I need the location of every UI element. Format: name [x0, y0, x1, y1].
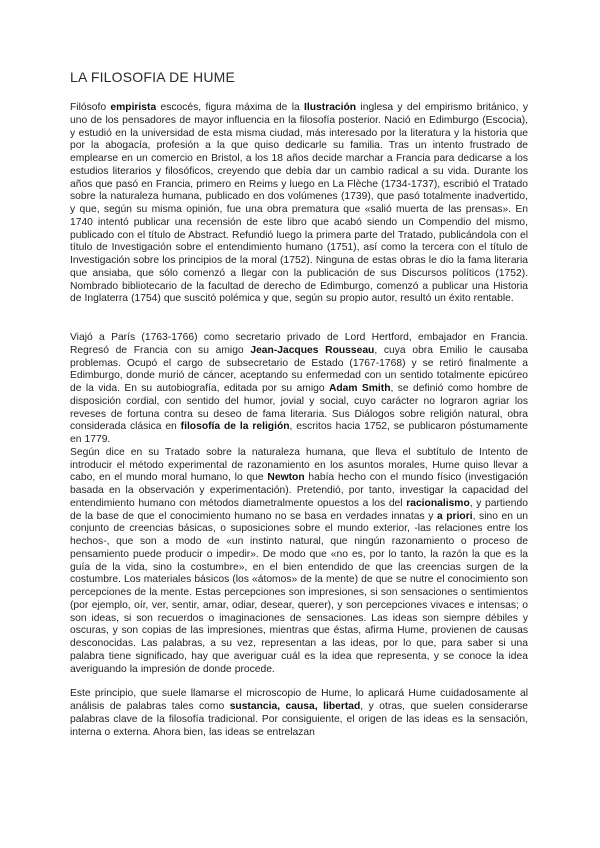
bold-term: sustancia, causa, libertad	[229, 701, 361, 712]
bold-term: Ilustración	[304, 102, 357, 113]
paragraph-biography-later: Viajó a París (1763-1766) como secretario privado de Lord Hertford, embajador en Francia. Regresó de Francia con su amigo Jean-Jacques Rousseau, cuya obra Emilio le causaba problemas. Ocupó el cargo de subsecretario de Estado (1767-1768) y se retiró finalmente a Edimburgo, donde murió de cáncer, aceptando su enfermedad con un sentido totalmente epicúreo de la vida. En su autobiografía, editada por su amigo Adam Smith, se definió como hombre de disposición cordial, con sentido del humor, jovial y social, cuyo carácter no lograron agriar los reveses de fortuna contra su deseo de fama literaria. Sus Diálogos sobre religión natural, obra considerada clásica en filosofía de la religión, escritos hacia 1752, se publicaron póstumamente en 1779.	[70, 332, 528, 445]
paragraph-spacer	[70, 676, 528, 688]
bold-term: Adam Smith	[328, 383, 391, 394]
paragraph-spacer	[70, 306, 528, 332]
paragraph-microscope: Este principio, que suele llamarse el microscopio de Hume, lo aplicará Hume cuidadosamente al análisis de palabras tales como sustancia, causa, libertad, y otras, que suelen considerarse palabras clave de la filosofía tradicional. Por consiguiente, el origen de las ideas es la sensación, interna o externa. Ahora bien, las ideas se entrelazan	[70, 688, 528, 738]
bold-term: empirista	[110, 102, 157, 113]
page-title: LA FILOSOFIA DE HUME	[70, 69, 236, 85]
paragraph-treatise: Según dice en su Tratado sobre la naturaleza humana, que lleva el subtítulo de Intento de introducir el método experimental de razonamiento en los asuntos morales, Hume quiso llevar a cabo, en el mundo moral humano, lo que Newton había hecho con el mundo físico (investigación basada en la observación y experimentación). Pretendió, por tanto, investigar la capacidad del entendimiento humano con métodos diametralmente opuestos a los del racionalismo, y partiendo de la base de que el conocimiento humano no se basa en verdades innatas y a priori, sino en un conjunto de creencias básicas, o suposiciones sobre el mundo exterior, -las relaciones entre los hechos-, que son a modo de «un instinto natural, que ningún razonamiento o proceso de pensamiento puede producir o impedir». De modo que «no es, por lo tanto, la razón la que es la guía de la vida, sino la costumbre», en el bien entendido de que las creencias surgen de la costumbre. Los materiales básicos (los «átomos» de la mente) de que se nutre el conocimiento son percepciones de la mente. Estas percepciones son impresiones, si son sensaciones o sentimientos (por ejemplo, oír, ver, sentir, amar, odiar, desear, querer), y son percepciones vivaces e intensas; o son ideas, si son recuerdos o imaginaciones de sensaciones. Las ideas son siempre débiles y oscuras, y son copias de las impresiones, mientras que éstas, afirma Hume, provienen de causas desconocidas. Las palabras, a su vez, representan a las ideas, por lo que, para saber si una palabra tiene significado, hay que averiguar cuál es la idea que representa, y se conoce la idea averiguando la impresión de donde procede.	[70, 446, 529, 675]
paragraph-biography-early: Filósofo empirista escocés, figura máxima de la Ilustración inglesa y del empirismo británico, y uno de los pensadores de mayor influencia en la filosofía posterior. Nació en Edimburgo (Escocia), y estudió en la universidad de esta misma ciudad, más interesado por la literatura y la historia que por la abogacía, profesión a la que quiso dedicarle su familia. Tras un intento frustrado de emplearse en un comercio en Bristol, a los 18 años decide marchar a Francia para dedicarse a los estudios literarios y filosóficos, creyendo que debía dar un cambio radical a su vida. Durante los años que pasó en Francia, primero en Reims y luego en La Flèche (1734-1737), escribió el Tratado sobre la naturaleza humana, publicado en dos volúmenes (1739), que pasó totalmente inadvertido, y que, según su misma opinión, fue una obra prematura que «salió muerta de las prensas». En 1740 intentó publicar una recensión de este libro que acabó siendo un Compendio del mismo, publicado con el título de Abstract. Refundió luego la primera parte del Tratado, publicándola con el título de Investigación sobre el entendimiento humano (1751), así como la tercera con el título de Investigación sobre los principios de la moral (1752). Ninguna de estas obras le dio la fama literaria que ansiaba, que sólo comenzó a llegar con la publicación de sus Discursos políticos (1752). Nombrado bibliotecario de la facultad de derecho de Edimburgo, comenzó a publicar una Historia de Inglaterra (1754) que suscitó polémica y que, según su propio autor, resultó un éxito rentable.	[70, 102, 528, 305]
document-page	[70, 68, 528, 739]
bold-term: a priori	[436, 510, 473, 522]
bold-term: filosofía de la religión	[180, 421, 290, 433]
bold-term: racionalismo	[406, 497, 470, 509]
bold-term: Jean-Jacques Rousseau	[250, 344, 375, 356]
bold-term: Newton	[267, 472, 305, 484]
